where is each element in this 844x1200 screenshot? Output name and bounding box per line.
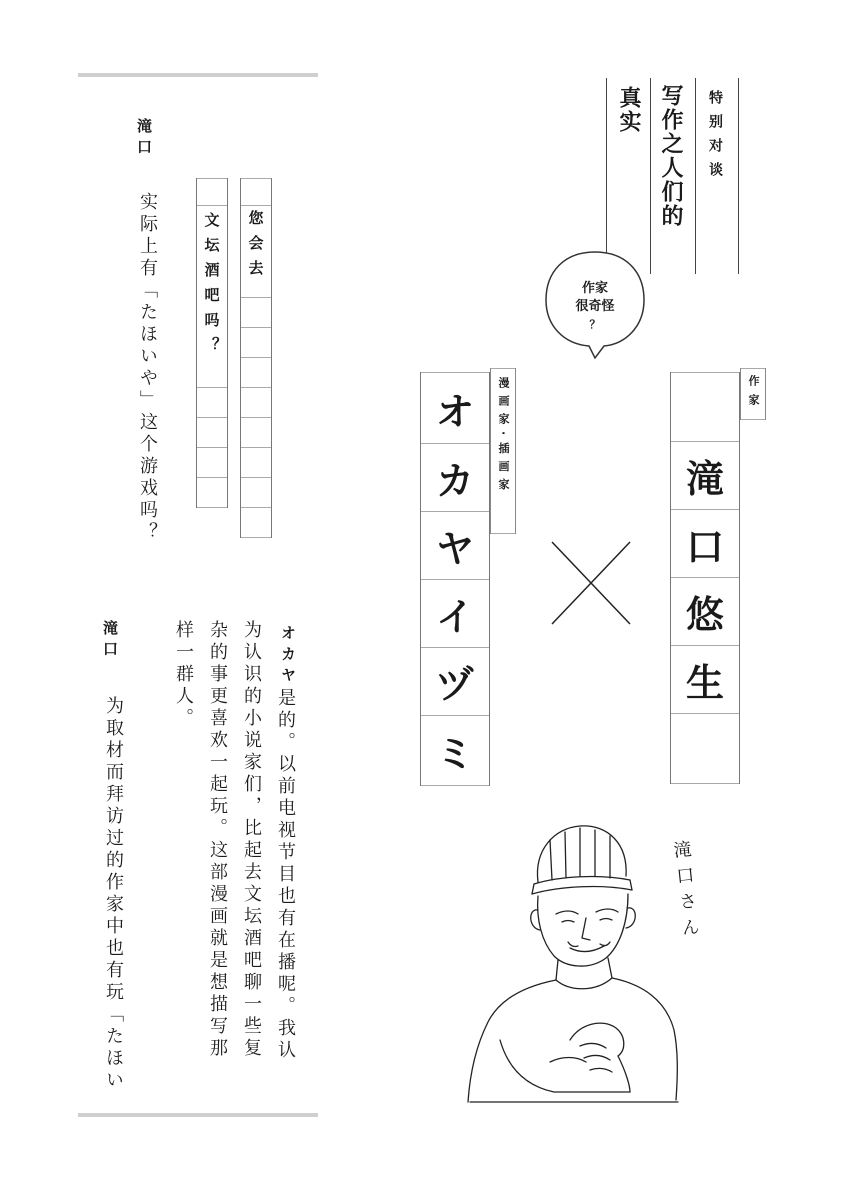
artist-char-6: ミ <box>421 716 489 786</box>
bubble-text <box>560 280 630 334</box>
artist-name-box <box>420 372 490 786</box>
artist-char-2: カ <box>421 444 489 512</box>
dialogue-text-3: 为取材而拜访过的作家中也有玩「たほい <box>103 696 124 1092</box>
artist-char-4: イ <box>421 580 489 648</box>
title-bar-3 <box>650 78 651 274</box>
title-line-1: 写作之人们的 <box>658 84 683 228</box>
question-line-2: 文坛酒吧吗？ <box>202 212 221 362</box>
author-role: 作家 <box>747 375 760 413</box>
question-box-right <box>240 178 272 538</box>
bubble-line-2: 很奇怪 <box>575 299 615 314</box>
speaker-takiguchi-1: 滝口 <box>135 118 153 160</box>
special-talk-label: 特别对谈 <box>707 90 723 186</box>
author-role-box <box>740 368 766 420</box>
dialogue-text-2-body: 是的。以前电视节目也有在播呢。我认为认识的小说家们，比起去文坛酒吧聊一些复杂的事更喜欢一起玩。这部漫画就是想描写那样一群人。 <box>173 620 296 1062</box>
artist-role: 漫画家·插画家 <box>497 377 510 497</box>
title-bar-4 <box>606 78 607 274</box>
top-rule <box>78 73 318 77</box>
bottom-rule <box>78 1113 318 1117</box>
author-char-1: 滝 <box>671 442 739 510</box>
question-line-1: 您会去 <box>246 210 265 285</box>
speaker-takiguchi-2: 滝口 <box>101 620 119 662</box>
artist-char-5: ヅ <box>421 648 489 716</box>
artist-char-1: オ <box>421 372 489 444</box>
author-char-2: 口 <box>671 510 739 578</box>
title-bar-2 <box>695 78 696 274</box>
dialogue-text-2 <box>166 620 302 1080</box>
cross-symbol <box>548 538 634 628</box>
author-name-box <box>670 372 740 784</box>
portrait-illustration <box>430 810 680 1110</box>
artist-role-box <box>490 368 516 534</box>
speaker-okaya: オカヤ <box>279 625 297 688</box>
author-char-4: 生 <box>671 646 739 714</box>
question-box-left <box>196 178 228 508</box>
title-bar-1 <box>738 78 739 274</box>
bubble-line-1: 作家 <box>581 281 608 296</box>
dialogue-text-1: 实际上有「たほいや」这个游戏吗？ <box>137 192 158 544</box>
bubble-line-3: ？ <box>589 318 601 331</box>
author-char-3: 悠 <box>671 578 739 646</box>
illustration-caption: 滝口さん <box>669 839 702 945</box>
title-line-2: 真实 <box>616 86 641 134</box>
artist-char-3: ヤ <box>421 512 489 580</box>
